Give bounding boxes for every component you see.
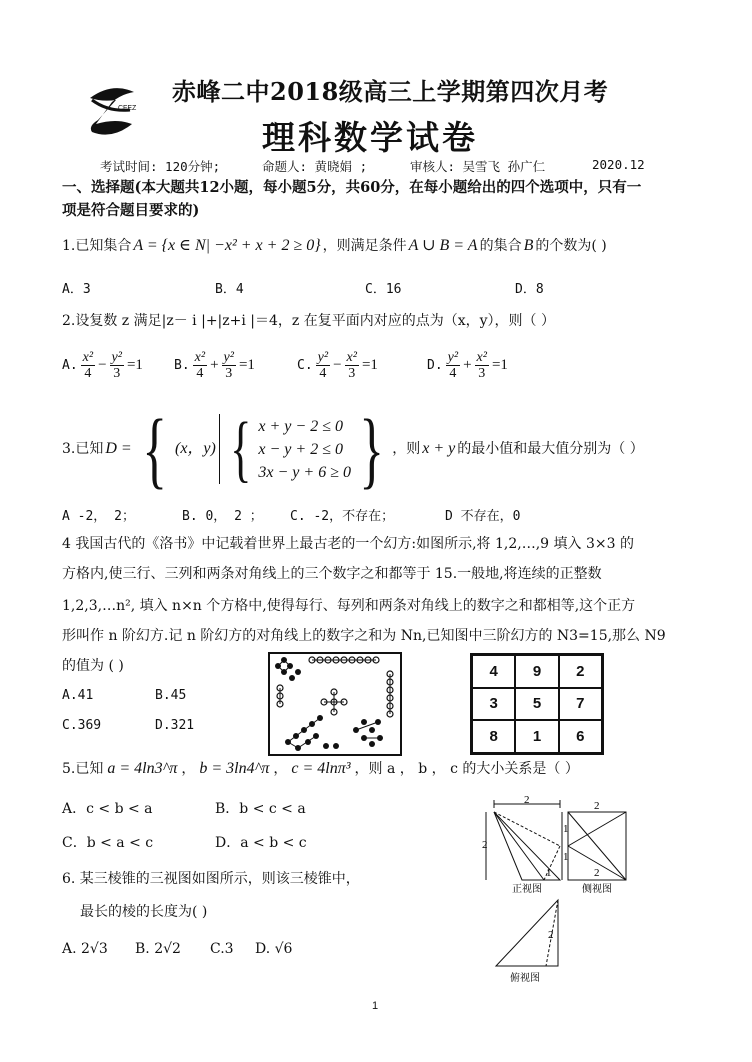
q2-options <box>62 350 622 390</box>
q1-option-a[interactable]: A．3 <box>62 282 91 297</box>
exam-time: 考试时间: 120分钟; <box>100 159 221 174</box>
front-dim-bottom: 1 <box>546 867 552 879</box>
q6-option-c[interactable]: C.3 <box>210 941 234 957</box>
front-dim-left: 2 <box>482 839 488 851</box>
q3-option-a[interactable]: A -2， 2； <box>62 509 135 524</box>
q2-option-label: A. <box>62 358 78 373</box>
q5-a: a = 4ln3^π <box>107 760 178 777</box>
q3-option-d[interactable]: D 不存在，0 <box>445 509 521 524</box>
section-heading-line2: 项是符合题目要求的) <box>62 202 200 219</box>
q3-option-b[interactable]: B. 0， 2 ； <box>182 509 263 524</box>
q3-ineq-1: x + y − 2 ≤ 0 <box>258 417 343 435</box>
q2-option-a[interactable] <box>62 350 143 381</box>
q4-line-1: 4 我国古代的《洛书》中记载着世界上最古老的一个幻方:如图所示,将 1,2,…,9 填入 3×3 的 <box>62 536 634 552</box>
rhs: =1 <box>361 357 378 373</box>
q2-option-label: B. <box>174 358 190 373</box>
fraction: $\frac{\text{x²}}{3}$ <box>346 350 357 381</box>
q1-option-c[interactable]: C．16 <box>365 282 402 297</box>
magic-square-cell: 3 <box>472 688 515 721</box>
page-number: 1 <box>372 1000 379 1012</box>
section-heading-line1: 一、选择题(本大题共12小题，每小题5分，共60分，在每小题给出的四个选项中，只有一 <box>62 179 642 196</box>
rhs: =1 <box>126 357 143 373</box>
front-dim-top: 2 <box>524 796 530 806</box>
exam-subtitle: 理科数学试卷 <box>262 118 478 157</box>
q3-option-c[interactable]: C. -2，不存在； <box>290 509 395 524</box>
q5-option-c[interactable]: C．b < a < c <box>62 835 154 851</box>
q6-option-b[interactable]: B. 2√2 <box>135 941 181 957</box>
q3-divider <box>219 414 220 484</box>
q6-option-d[interactable]: D. √6 <box>255 941 293 957</box>
magic-square-cell: 5 <box>515 688 558 721</box>
q3-point: (x，y) <box>175 440 216 457</box>
magic-square-cell: 4 <box>472 655 515 688</box>
q3-right-brace: } <box>359 401 385 497</box>
q2-option-b[interactable] <box>174 350 255 381</box>
q4-option-c[interactable]: C.369 <box>62 718 102 733</box>
fraction: $\frac{\text{y²}}{3}$ <box>223 350 234 381</box>
magic-square-cell: 1 <box>515 720 558 753</box>
q2-option-c[interactable] <box>297 350 378 381</box>
q3-set-head: D = <box>105 440 132 457</box>
q4-line-4: 形叫作 n 阶幻方.记 n 阶幻方的对角线上的数字之和为 Nn,已知图中三阶幻方的 N3=15,那么 N9 <box>62 628 666 644</box>
q4-option-b[interactable]: B.45 <box>155 688 187 703</box>
q1-suffix-c: 的个数为( ) <box>535 238 607 254</box>
side-dim-top: 2 <box>594 800 600 812</box>
side-dim-upper: 1 <box>563 823 569 835</box>
magic-square-cell: 2 <box>559 655 602 688</box>
magic-square-cell: 8 <box>472 720 515 753</box>
q3-inequalities <box>258 415 351 484</box>
q5-option-d[interactable]: D．a < b < c <box>215 835 307 851</box>
q5-b: b = 3ln4^π <box>199 760 270 777</box>
q1-b: B <box>523 237 534 254</box>
exam-title: 赤峰二中2018级高三上学期第四次月考 <box>172 77 609 106</box>
luoshu-figure <box>268 652 402 756</box>
q3-ineq-3: 3x − y + 6 ≥ 0 <box>258 463 351 481</box>
magic-square-cell: 6 <box>559 720 602 753</box>
side-dim-bottom: 2 <box>594 867 600 879</box>
question-5-stem: 5.已知 a = 4ln3^π ， b = 3ln4^π ， c = 4lnπ³ ，则 a ， b ， c 的大小关系是（ ） <box>62 760 579 777</box>
q1-set: A = {x ∈ N| −x² + x + 2 ≥ 0} <box>133 237 321 254</box>
q3-prefix: 3.已知 <box>62 441 104 457</box>
q5-suffix: ，则 a ， b ， c 的大小关系是（ ） <box>354 761 579 777</box>
operator: − <box>98 357 107 373</box>
q5-option-a[interactable]: A．c < b < a <box>62 801 153 817</box>
q4-line-2: 方格内,使三行、三列和两条对角线上的三个数字之和都等于 15.一般地,将连续的正整数 <box>62 566 602 582</box>
top-view-label: 俯视图 <box>510 973 540 984</box>
school-logo <box>82 80 144 142</box>
q1-suffix-a: ，则满足条件 <box>322 238 407 254</box>
magic-square-cell: 9 <box>515 655 558 688</box>
rhs: =1 <box>491 357 508 373</box>
q1-option-b[interactable]: B．4 <box>215 282 244 297</box>
q4-line-5: 的值为 ( ) <box>62 658 124 674</box>
exam-author: 命题人: 黄晓娟 ; <box>262 159 368 174</box>
question-6-line-2: 最长的棱的长度为( ) <box>80 904 208 920</box>
q3-system-brace: { <box>229 408 252 490</box>
fraction: $\frac{\text{y²}}{4}$ <box>317 350 329 381</box>
q3-expr: x + y <box>422 440 456 457</box>
q5-c: c = 4lnπ³ <box>291 760 351 777</box>
q4-option-d[interactable]: D.321 <box>155 718 195 733</box>
question-2-stem: 2.设复数 z 满足|z－ i |+|z+i |＝4，z 在复平面内对应的点为（x，y），则（ ） <box>62 313 556 329</box>
q2-option-label: C. <box>297 358 313 373</box>
q1-suffix-b: 的集合 <box>479 238 522 254</box>
fraction: $\frac{\text{x²}}{4}$ <box>194 350 206 381</box>
operator: + <box>463 357 472 373</box>
exam-reviewers: 审核人: 吴雪飞 孙广仁 <box>410 159 546 174</box>
magic-square-cell: 7 <box>559 688 602 721</box>
q4-option-a[interactable]: A.41 <box>62 688 94 703</box>
operator: + <box>210 357 219 373</box>
front-view-label: 正视图 <box>512 884 542 895</box>
question-3-stem <box>62 401 644 497</box>
q4-line-3: 1,2,3,…n², 填入 n×n 个方格中,使得每行、每列和两条对角线上的数字之和都相等,这个正方 <box>62 598 636 614</box>
q6-option-a[interactable]: A. 2√3 <box>62 941 108 957</box>
q2-option-d[interactable] <box>427 350 508 381</box>
side-view-label: 侧视图 <box>582 884 612 895</box>
q5-option-b[interactable]: B．b < c < a <box>215 801 306 817</box>
top-dim: 2 <box>548 929 554 941</box>
q3-left-brace: { <box>141 401 167 497</box>
q1-prefix: 1.已知集合 <box>62 238 132 254</box>
q2-option-label: D. <box>427 358 443 373</box>
q5-prefix: 5.已知 <box>62 761 104 777</box>
fraction: $\frac{\text{y²}}{3}$ <box>111 350 122 381</box>
side-dim-lower: 1 <box>563 851 569 863</box>
q3-suffix-b: 的最小值和最大值分别为（ ） <box>457 441 644 457</box>
q3-suffix-a: ，则 <box>392 441 421 457</box>
fraction: $\frac{\text{y²}}{4}$ <box>447 350 459 381</box>
operator: − <box>333 357 342 373</box>
question-1-stem <box>62 237 607 255</box>
rhs: =1 <box>238 357 255 373</box>
q1-condition: A ∪ B = A <box>408 237 478 254</box>
svg-text:CFEZ: CFEZ <box>118 105 137 112</box>
magic-square <box>470 653 604 755</box>
fraction: $\frac{\text{x²}}{4}$ <box>82 350 94 381</box>
q3-ineq-2: x − y + 2 ≤ 0 <box>258 440 343 458</box>
exam-date: 2020.12 <box>592 157 645 172</box>
question-6-line-1: 6. 某三棱锥的三视图如图所示，则该三棱锥中， <box>62 871 360 887</box>
three-view-figure <box>482 796 642 986</box>
q1-option-d[interactable]: D．8 <box>515 282 544 297</box>
fraction: $\frac{\text{x²}}{3}$ <box>476 350 487 381</box>
